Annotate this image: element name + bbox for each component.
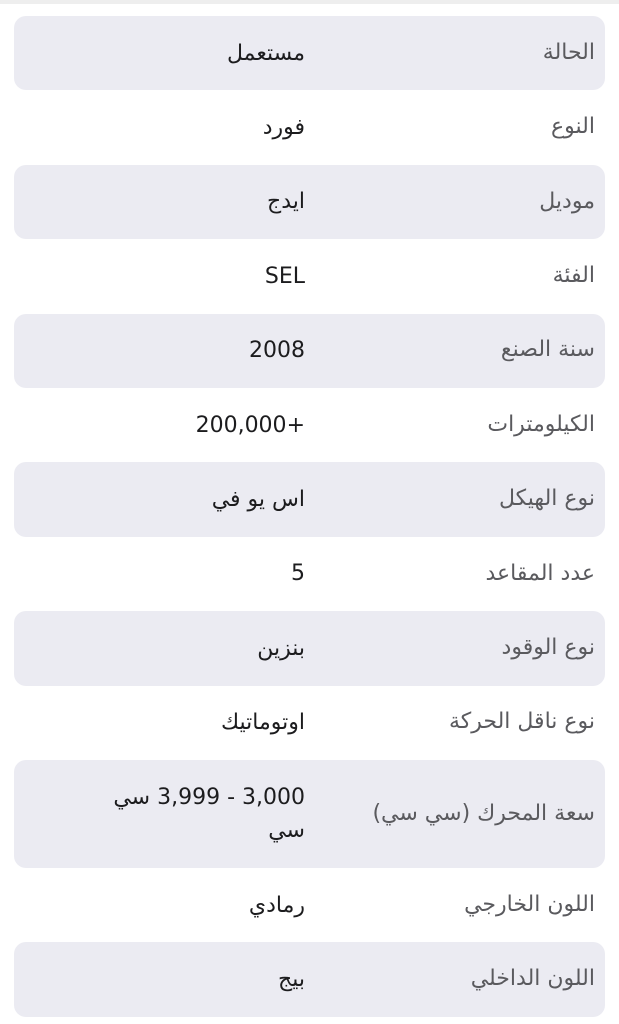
- spec-value: بنزين: [257, 635, 305, 661]
- spec-label: سنة الصنع: [500, 337, 595, 363]
- spec-value: بيج: [278, 966, 305, 992]
- spec-label: الحالة: [542, 39, 595, 65]
- spec-value: 5: [291, 561, 305, 587]
- top-divider: [0, 0, 619, 4]
- spec-label: النوع: [551, 114, 595, 140]
- spec-label: الكيلومترات: [487, 411, 595, 437]
- spec-value: ايدج: [267, 189, 305, 215]
- spec-value: اوتوماتيك: [220, 710, 305, 736]
- car-specs-list: [14, 16, 605, 1017]
- spec-label: نوع الهيكل: [498, 486, 595, 512]
- spec-row-trim: [14, 239, 605, 313]
- spec-label: اللون الخارجي: [464, 891, 595, 917]
- spec-row-mileage: [14, 388, 605, 462]
- spec-value: فورد: [262, 115, 305, 141]
- spec-row-year: [14, 314, 605, 388]
- spec-row-make: [14, 90, 605, 164]
- spec-row-engine-capacity: [14, 760, 605, 868]
- spec-label: عدد المقاعد: [485, 560, 595, 586]
- spec-value: 2008: [249, 338, 305, 364]
- spec-row-transmission: [14, 686, 605, 760]
- spec-row-model: [14, 165, 605, 239]
- spec-label: اللون الداخلي: [470, 966, 595, 992]
- spec-label: نوع الوقود: [501, 635, 595, 661]
- spec-value: +200,000: [195, 412, 305, 438]
- spec-value: 3,000 - 3,999 سي سي: [113, 784, 305, 843]
- spec-value: SEL: [264, 263, 305, 289]
- spec-label: نوع ناقل الحركة: [448, 709, 595, 735]
- spec-value: مستعمل: [226, 40, 305, 66]
- spec-label: موديل: [539, 188, 595, 214]
- spec-row-exterior-color: [14, 868, 605, 942]
- spec-row-body-type: [14, 462, 605, 536]
- spec-value: رمادي: [248, 892, 305, 918]
- spec-row-seats: [14, 537, 605, 611]
- spec-row-interior-color: [14, 942, 605, 1016]
- spec-label: سعة المحرك (سي سي): [372, 800, 595, 826]
- spec-value: اس يو في: [211, 487, 305, 513]
- spec-row-condition: [14, 16, 605, 90]
- spec-row-fuel-type: [14, 611, 605, 685]
- spec-label: الفئة: [552, 263, 595, 289]
